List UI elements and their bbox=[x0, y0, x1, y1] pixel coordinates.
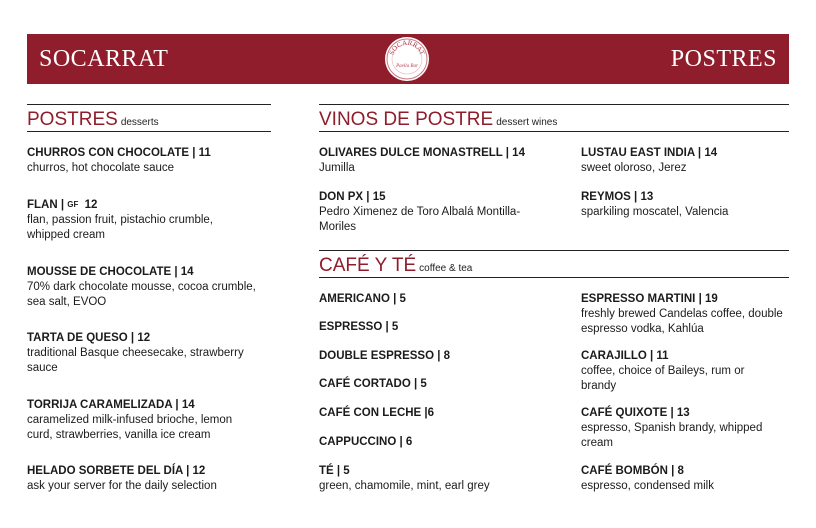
menu-item: AMERICANO | 5 bbox=[319, 293, 406, 305]
header-banner bbox=[27, 34, 789, 84]
cafe-title: CAFÉ Y TÉ bbox=[319, 255, 417, 276]
menu-item: TÉ | 5 green, chamomile, mint, earl grey bbox=[319, 465, 490, 492]
menu-item: OLIVARES DULCE MONASTRELL | 14 Jumilla bbox=[319, 147, 525, 174]
menu-item: CAPPUCCINO | 6 bbox=[319, 436, 413, 448]
menu-item: ESPRESSO MARTINI | 19 freshly brewed Candelas coffee, double espresso vodka, Kahlúa bbox=[581, 293, 783, 335]
postres-title: POSTRES bbox=[27, 109, 118, 130]
postres-section-header bbox=[27, 104, 271, 132]
cafe-subtitle: coffee & tea bbox=[419, 263, 473, 274]
vinos-title: VINOS DE POSTRE bbox=[319, 109, 494, 130]
menu-item: TARTA DE QUESO | 12 traditional Basque cheesecake, strawberry sauce bbox=[27, 332, 244, 374]
gluten-free-badge: GF bbox=[67, 200, 79, 209]
menu-item: FLAN | GF 12 flan, passion fruit, pistachio crumble, whipped cream bbox=[27, 199, 214, 241]
menu-item: CAFÉ QUIXOTE | 13 espresso, Spanish brandy, whipped cream bbox=[581, 407, 763, 449]
page-title: POSTRES bbox=[670, 46, 777, 72]
brand-name: SOCARRAT bbox=[39, 46, 169, 72]
vinos-subtitle: dessert wines bbox=[496, 117, 558, 128]
menu-item: LUSTAU EAST INDIA | 14 sweet oloroso, Jerez bbox=[581, 147, 718, 174]
menu-item: REYMOS | 13 sparkiling moscatel, Valencia bbox=[581, 191, 729, 218]
menu-item: HELADO SORBETE DEL DÍA | 12 ask your server for the daily selection bbox=[27, 465, 217, 492]
menu-item: DOUBLE ESPRESSO | 8 bbox=[319, 350, 451, 362]
menu-item: DON PX | 15 Pedro Ximenez de Toro Albalá Montilla-Moriles bbox=[319, 191, 521, 233]
menu-item: CAFÉ CORTADO | 5 bbox=[319, 378, 427, 390]
menu-item: MOUSSE DE CHOCOLATE | 14 70% dark chocolate mousse, cocoa crumble, sea salt, EVOO bbox=[27, 266, 256, 308]
postres-subtitle: desserts bbox=[120, 117, 159, 128]
menu-item: CARAJILLO | 11 coffee, choice of Baileys, rum or brandy bbox=[581, 350, 745, 392]
menu-item: CAFÉ BOMBÓN | 8 espresso, condensed milk bbox=[581, 465, 714, 492]
cafe-section-header bbox=[319, 250, 789, 278]
menu-item: CAFÉ CON LECHE |6 bbox=[319, 407, 435, 419]
menu-item: ESPRESSO | 5 bbox=[319, 321, 399, 333]
svg-text:Paella Bar: Paella Bar bbox=[396, 64, 418, 69]
logo-seal bbox=[385, 37, 429, 81]
menu-item: TORRIJA CARAMELIZADA | 14 caramelized milk-infused brioche, lemon curd, strawberries, vanilla ice cream bbox=[27, 399, 233, 441]
vinos-section-header bbox=[319, 104, 789, 132]
menu-item: CHURROS CON CHOCOLATE | 11 churros, hot chocolate sauce bbox=[27, 147, 211, 174]
svg-text:SOCARRAT: SOCARRAT bbox=[387, 38, 427, 57]
